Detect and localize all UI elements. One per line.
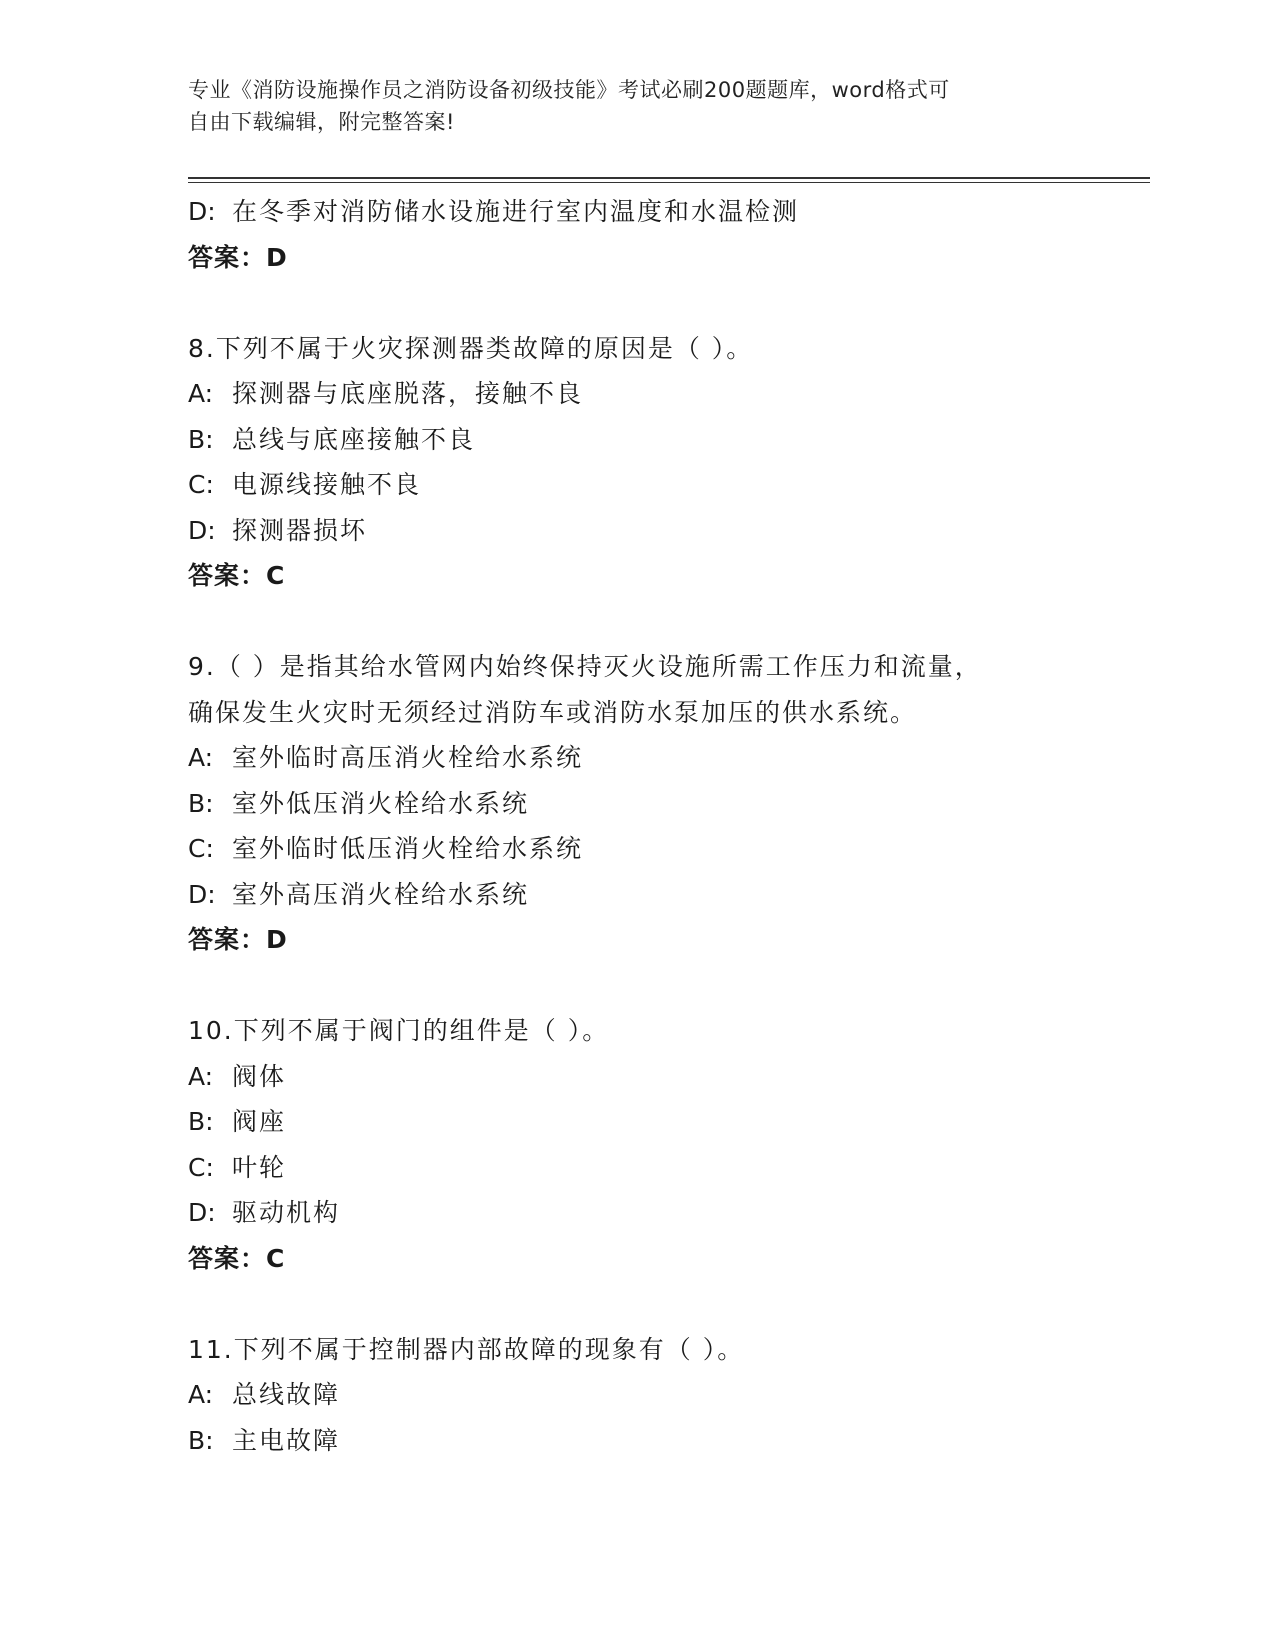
q8-stem: 8.下列不属于火灾探测器类故障的原因是（ ）。 — [188, 333, 754, 363]
q10-option-d — [188, 1190, 1088, 1236]
q8-option-c — [188, 462, 1088, 508]
spacer — [188, 1281, 1088, 1327]
option-text: 主电故障 — [232, 1425, 341, 1455]
option-letter: A: — [188, 743, 214, 772]
option-text: 室外高压消火栓给水系统 — [232, 879, 530, 909]
q11-option-b — [188, 1418, 1088, 1464]
option-letter: D: — [188, 879, 216, 909]
q9-stem-line-2: 确保发生火灾时无须经过消防车或消防水泵加压的供水系统。 — [188, 697, 918, 727]
q10-option-b — [188, 1099, 1088, 1145]
option-text: 阀体 — [232, 1061, 287, 1091]
option-text: 电源线接触不良 — [232, 470, 422, 499]
option-letter: D: — [188, 197, 216, 226]
option-letter: C: — [188, 470, 214, 499]
option-letter: D: — [188, 1198, 216, 1227]
header-rule-thick — [188, 177, 1150, 179]
header-line-2: 自由下载编辑，附完整答案! — [188, 110, 455, 134]
q11-stem: 11.下列不属于控制器内部故障的现象有（ ）。 — [188, 1334, 745, 1364]
option-letter: A: — [188, 1061, 214, 1091]
q10-answer: 答案：C — [188, 1243, 286, 1273]
option-letter: B: — [188, 788, 214, 818]
question-list — [188, 189, 1088, 1463]
option-letter: A: — [188, 1380, 214, 1409]
option-text: 探测器与底座脱落，接触不良 — [232, 379, 584, 408]
q11-option-a — [188, 1372, 1088, 1418]
option-text: 室外临时高压消火栓给水系统 — [232, 743, 584, 772]
q7-option-d — [188, 189, 1088, 235]
option-letter: D: — [188, 515, 216, 545]
q10-stem: 10.下列不属于阀门的组件是（ ）。 — [188, 1016, 610, 1045]
spacer — [188, 280, 1088, 326]
spacer — [188, 599, 1088, 645]
option-text: 探测器损坏 — [232, 515, 368, 545]
q9-option-a — [188, 735, 1088, 781]
q8-answer: 答案：C — [188, 561, 286, 590]
q8-option-b — [188, 417, 1088, 463]
q9-option-b — [188, 781, 1088, 827]
option-text: 在冬季对消防储水设施进行室内温度和水温检测 — [232, 197, 800, 226]
document-header — [188, 74, 1068, 138]
q8-option-a — [188, 371, 1088, 417]
q9-answer: 答案：D — [188, 925, 288, 954]
option-letter: B: — [188, 1425, 214, 1455]
q9-option-c — [188, 826, 1088, 872]
q10-option-c — [188, 1145, 1088, 1191]
q9-option-d — [188, 872, 1088, 918]
option-letter: B: — [188, 424, 214, 454]
option-text: 叶轮 — [232, 1152, 287, 1182]
option-text: 总线与底座接触不良 — [232, 424, 476, 454]
option-letter: A: — [188, 379, 214, 408]
option-letter: C: — [188, 834, 214, 863]
q8-option-d — [188, 508, 1088, 554]
option-text: 驱动机构 — [232, 1198, 341, 1227]
option-text: 室外临时低压消火栓给水系统 — [232, 834, 584, 863]
option-text: 室外低压消火栓给水系统 — [232, 788, 530, 818]
option-letter: B: — [188, 1107, 214, 1136]
q10-option-a — [188, 1054, 1088, 1100]
option-letter: C: — [188, 1152, 214, 1182]
option-text: 阀座 — [232, 1107, 287, 1136]
header-rule-thin — [188, 182, 1150, 183]
option-text: 总线故障 — [232, 1380, 341, 1409]
header-line-1: 专业《消防设施操作员之消防设备初级技能》考试必刷200题题库，word格式可 — [188, 78, 950, 102]
q7-answer: 答案：D — [188, 242, 288, 272]
q9-stem-line-1: 9.（ ）是指其给水管网内始终保持灭火设施所需工作压力和流量， — [188, 652, 982, 681]
spacer — [188, 963, 1088, 1009]
